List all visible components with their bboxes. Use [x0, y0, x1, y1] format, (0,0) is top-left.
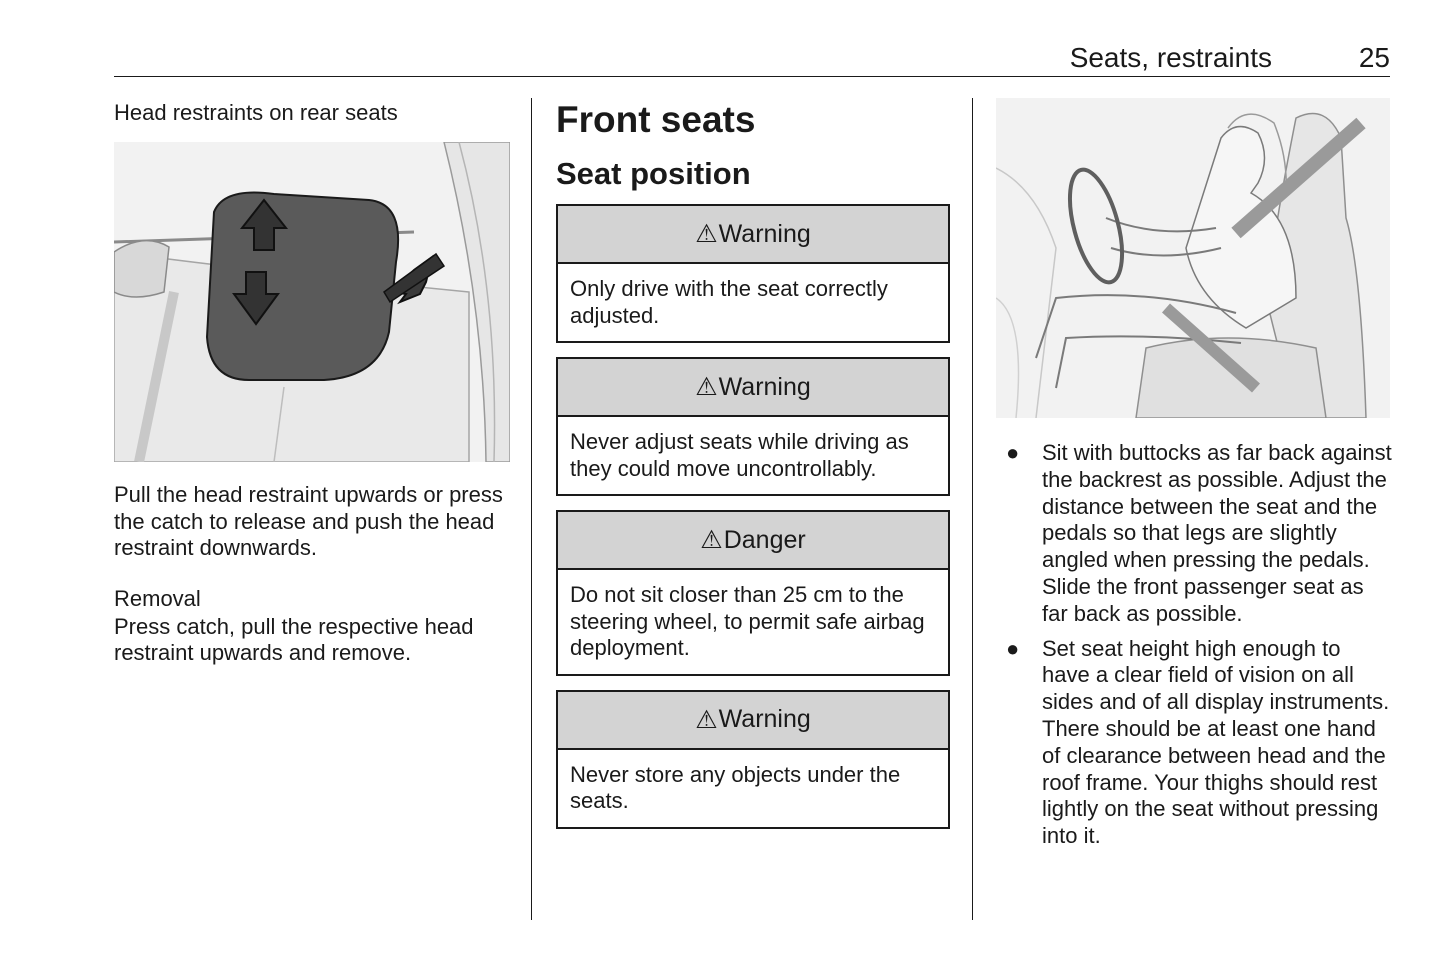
- notice-text: Never store any objects under the seats.: [570, 761, 901, 813]
- bullet-text: Sit with buttocks as far back against the backrest as possible. Adjust the distance between the seat and the pedals so that legs are slightly angled when pressing the pedals. Slide the front passenger seat as far back as possible.: [1042, 440, 1392, 626]
- page-header: [114, 40, 1390, 77]
- page-number: 25: [1358, 42, 1390, 73]
- notice-text: Do not sit closer than 25 cm to the steering wheel, to permit safe airbag deployment.: [570, 582, 925, 660]
- notice-label: Warning: [718, 219, 811, 248]
- danger-box: [556, 510, 950, 676]
- front-seats-title: Front seats: [556, 99, 756, 140]
- list-item: [996, 636, 1392, 850]
- bullet-text: Set seat height high enough to have a clear field of vision on all sides and of all display instruments. There should be at least one hand of clearance between head and the roof frame. Your thighs should rest lightly on the seat without pressing into it.: [1042, 635, 1390, 849]
- driver-seat-position-illustration: [996, 98, 1390, 418]
- warning-triangle-icon: ⚠: [700, 526, 723, 554]
- warning-triangle-icon: ⚠: [695, 220, 718, 248]
- list-item: [996, 440, 1392, 628]
- warning-box: [556, 357, 950, 496]
- left-column: [114, 98, 512, 667]
- head-restraint-illustration: [114, 142, 510, 462]
- notice-header: [558, 692, 948, 750]
- notice-text: Only drive with the seat correctly adjusted.: [570, 276, 888, 328]
- rear-head-restraints-heading: Head restraints on rear seats: [114, 100, 398, 125]
- column-divider: [972, 98, 973, 920]
- section-title: Seats, restraints: [1069, 42, 1272, 73]
- notice-header: [558, 512, 948, 570]
- notice-header: [558, 206, 948, 264]
- notice-label: Warning: [718, 372, 811, 401]
- adjust-instructions: Pull the head restraint upwards or press the catch to release and push the head restraint downwards.: [114, 482, 503, 560]
- warning-box: [556, 204, 950, 343]
- notice-text: Never adjust seats while driving as they could move uncontrollably.: [570, 429, 909, 481]
- right-column: [996, 98, 1392, 858]
- removal-heading: Removal: [114, 585, 201, 611]
- bullet-icon: ●: [1006, 440, 1020, 465]
- middle-column: [556, 98, 950, 843]
- bullet-icon: ●: [1006, 635, 1020, 661]
- notice-label: Warning: [718, 705, 811, 733]
- seat-position-heading: Seat position: [556, 156, 751, 191]
- notice-label: Danger: [723, 525, 806, 554]
- removal-instructions: Press catch, pull the respective head restraint upwards and remove.: [114, 613, 474, 665]
- warning-triangle-icon: ⚠: [695, 705, 718, 734]
- warning-triangle-icon: ⚠: [695, 373, 718, 401]
- seat-instructions-list: [996, 440, 1392, 850]
- column-divider: [531, 98, 532, 920]
- warning-box: [556, 690, 950, 829]
- notice-header: [558, 359, 948, 417]
